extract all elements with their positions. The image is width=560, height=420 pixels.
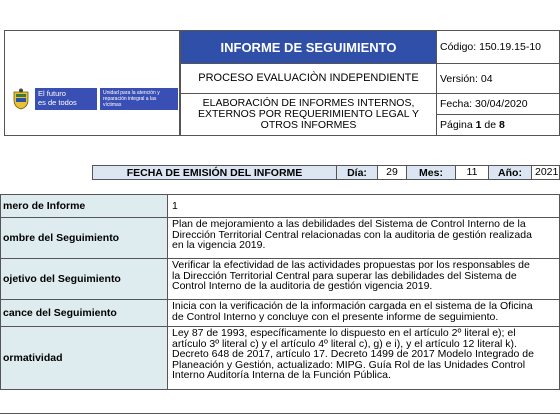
- row-label-report-number: mero de Informe: [0, 194, 168, 218]
- month-label: Mes:: [406, 165, 456, 180]
- page-number: 1: [475, 119, 482, 131]
- logo: [8, 86, 178, 112]
- row-label-scope: cance del Seguimiento: [0, 299, 168, 327]
- page-total: 8: [499, 119, 505, 131]
- logo-line2: es de todos: [38, 98, 77, 107]
- colombia-shield-icon: [12, 88, 30, 110]
- process-name: PROCESO EVALUACIÒN INDEPENDIENTE: [180, 63, 437, 94]
- doc-date: Fecha: 30/04/2020: [436, 93, 560, 115]
- row-value-scope: Inicia con la verificación de la información cargada en el sistema de la Oficina de Control Interno y concluye con el presente informe de seguimiento.: [167, 299, 560, 327]
- doc-code: Código: 150.19.15-10: [436, 30, 560, 64]
- year-label: Año:: [488, 165, 532, 180]
- logo-tagline: Unidad para la atención y reparación integral a las víctimas: [100, 88, 178, 110]
- row-value-objective: Verificar la efectividad de las actividades propuestas por los responsables de la Dirección Territorial Central para superar las debilidades del Sistema de Control Interno de la auditoria de gestión vigencia 2019.: [167, 258, 560, 300]
- day-value: 29: [377, 165, 407, 180]
- header-logo-cell: [4, 30, 180, 136]
- row-value-tracking-name: Plan de mejoramiento a las debilidades del Sistema de Control Interno de la Dirección Territorial Central relacionadas con la auditoria de gestión realizada en la vigencia 2019.: [167, 217, 560, 259]
- page-indicator: [436, 114, 560, 136]
- bottom-divider: [0, 413, 560, 414]
- page-of: de: [484, 119, 497, 131]
- row-label-regulations: ormatividad: [0, 326, 168, 390]
- logo-line1: El futuro: [38, 89, 66, 98]
- emission-date-label: FECHA DE EMISIÓN DEL INFORME: [92, 165, 337, 180]
- row-label-tracking-name: ombre del Seguimiento: [0, 217, 168, 259]
- page-prefix: Página: [440, 119, 473, 131]
- row-value-regulations: Ley 87 de 1993, específicamente lo dispuesto en el artículo 2º literal e); el artículo 3º literal c) y el artículo 4º literal c), g) e i), y el artículo 12 literal k). Decreto 648 de 2017, artículo 17. Decreto 1499 de 2017 Modelo Integrado de Planeación y Gestión, actualizado: MIPG. Guía Rol de las Unidades Control Interno Auditoría Interna de la Función Pública.: [167, 326, 560, 390]
- report-title: INFORME DE SEGUIMIENTO: [180, 30, 437, 64]
- subprocess-name: ELABORACIÓN DE INFORMES INTERNOS, EXTERNOS POR REQUERIMIENTO LEGAL Y OTROS INFORMES: [180, 93, 437, 136]
- month-value: 11: [455, 165, 489, 180]
- year-value: 2021: [531, 165, 560, 180]
- doc-version: Versión: 04: [436, 63, 560, 94]
- day-label: Día:: [336, 165, 378, 180]
- row-label-objective: ojetivo del Seguimiento: [0, 258, 168, 300]
- row-value-report-number: 1: [167, 194, 560, 218]
